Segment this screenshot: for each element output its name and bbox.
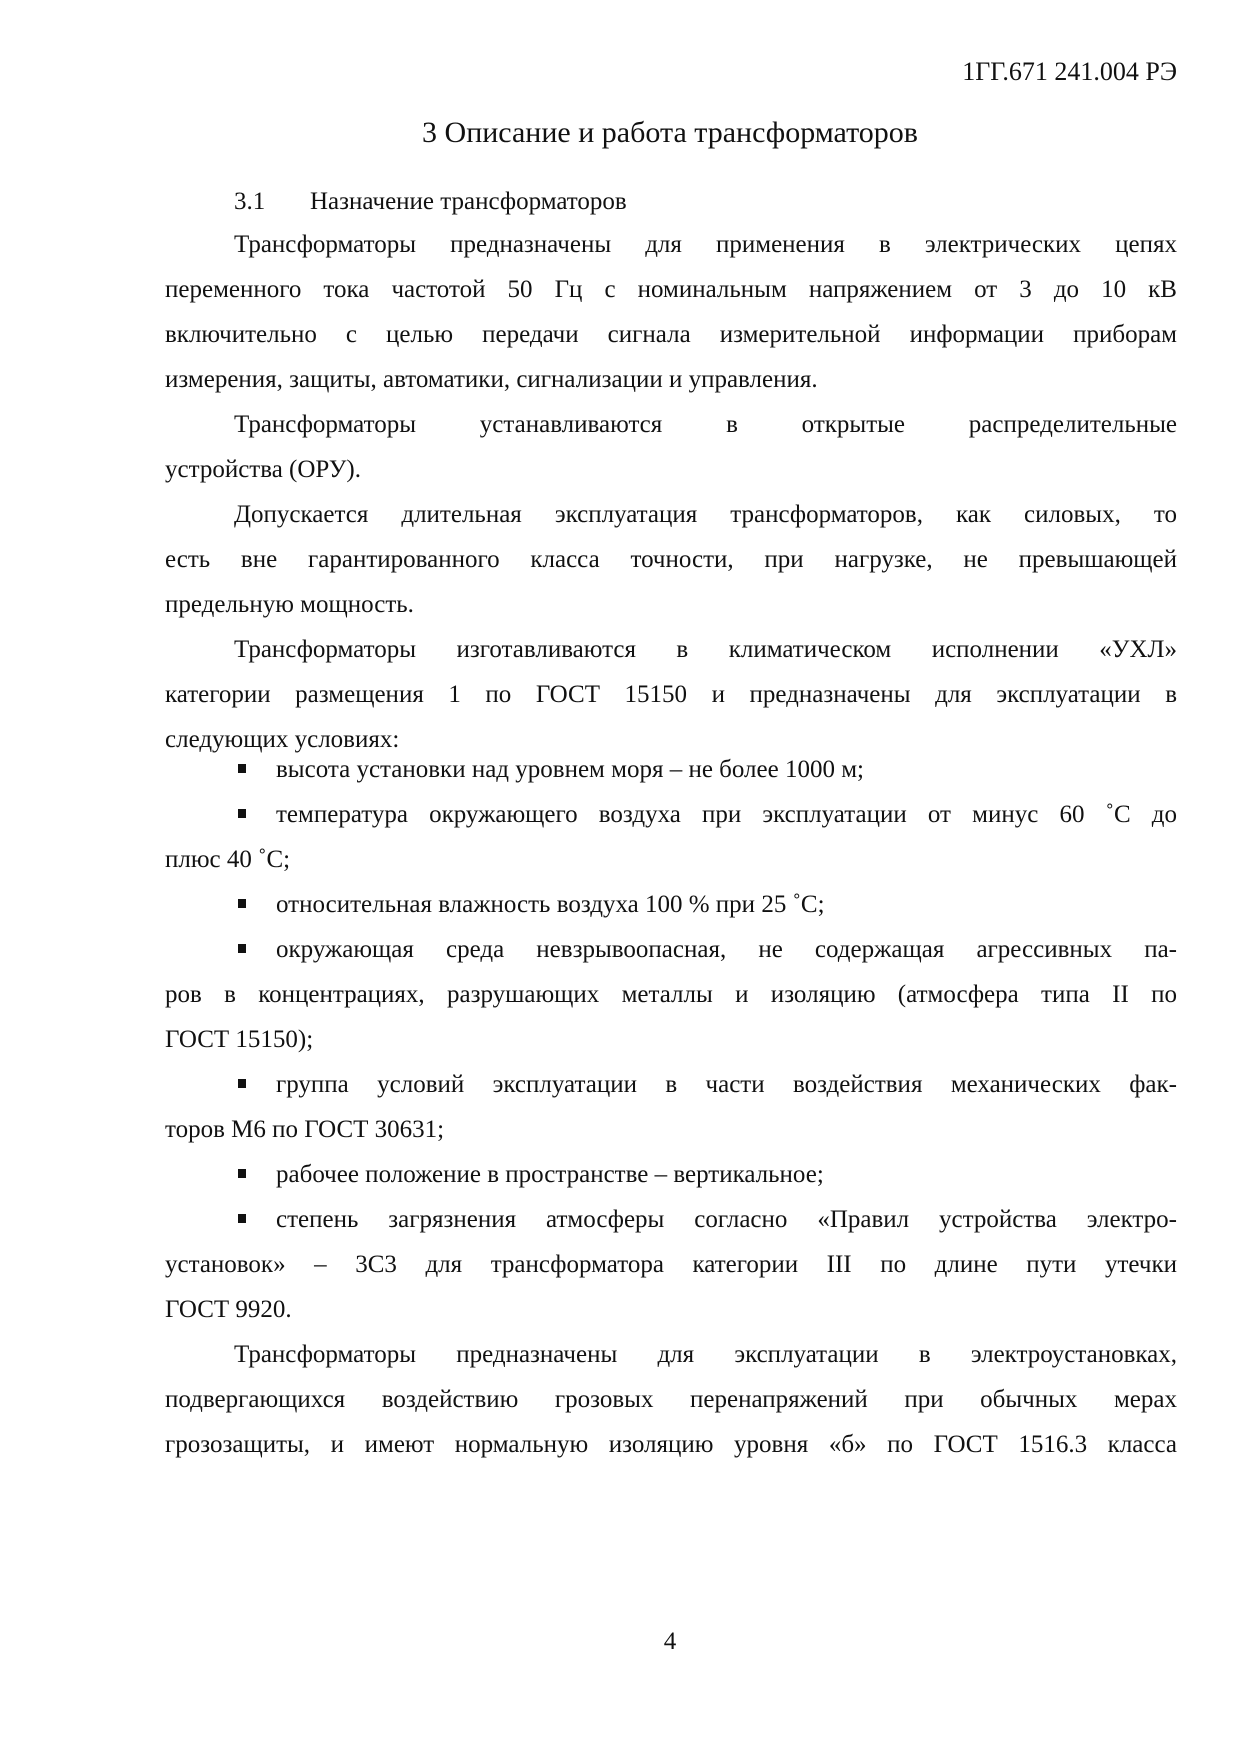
text-line: Трансформаторы предназначены для эксплуатации в электроустановках, bbox=[234, 1341, 1177, 1368]
bullet-icon bbox=[238, 809, 246, 818]
text-line: предельную мощность. bbox=[165, 591, 414, 618]
section-title: 3 Описание и работа трансформаторов bbox=[422, 116, 918, 149]
subsection-title: Назначение трансформаторов bbox=[310, 188, 627, 215]
text-line: ГОСТ 9920. bbox=[165, 1296, 292, 1323]
text-line: включительно с целью передачи сигнала измерительной информации приборам bbox=[165, 321, 1177, 348]
bullet-icon bbox=[238, 1214, 246, 1223]
list-item: группа условий эксплуатации в части воздействия механических фак- bbox=[276, 1071, 1177, 1098]
text-line: торов М6 по ГОСТ 30631; bbox=[165, 1116, 445, 1143]
list-item: относительная влажность воздуха 100 % при 25 ˚С; bbox=[276, 891, 825, 918]
text-line: Трансформаторы устанавливаются в открытые распределительные bbox=[234, 411, 1177, 438]
text-line: грозозащиты, и имеют нормальную изоляцию уровня «б» по ГОСТ 1516.3 класса bbox=[165, 1431, 1177, 1458]
subsection-heading bbox=[234, 188, 627, 216]
text-line: следующих условиях: bbox=[165, 726, 400, 753]
list-item: рабочее положение в пространстве – вертикальное; bbox=[276, 1161, 824, 1188]
list-item: высота установки над уровнем моря – не более 1000 м; bbox=[276, 756, 864, 783]
text-line: Трансформаторы изготавливаются в климатическом исполнении «УХЛ» bbox=[234, 636, 1177, 663]
list-item: температура окружающего воздуха при эксплуатации от минус 60 ˚С до bbox=[276, 801, 1177, 828]
text-line: устройства (ОРУ). bbox=[165, 456, 361, 483]
bullet-icon bbox=[238, 1079, 246, 1088]
text-line: есть вне гарантированного класса точности, при нагрузке, не превышающей bbox=[165, 546, 1177, 573]
text-line: ров в концентрациях, разрушающих металлы и изоляцию (атмосфера типа II по bbox=[165, 981, 1177, 1008]
text-line: подвергающихся воздействию грозовых перенапряжений при обычных мерах bbox=[165, 1386, 1177, 1413]
list-item: степень загрязнения атмосферы согласно «Правил устройства электро- bbox=[276, 1206, 1177, 1233]
bullet-icon bbox=[238, 764, 246, 773]
document-code: 1ГГ.671 241.004 РЭ bbox=[962, 57, 1177, 86]
bullet-icon bbox=[238, 944, 246, 953]
text-line: категории размещения 1 по ГОСТ 15150 и предназначены для эксплуатации в bbox=[165, 681, 1177, 708]
text-line: переменного тока частотой 50 Гц с номинальным напряжением от 3 до 10 кВ bbox=[165, 276, 1177, 303]
list-item: окружающая среда невзрывоопасная, не содержащая агрессивных па- bbox=[276, 936, 1177, 963]
text-line: плюс 40 ˚С; bbox=[165, 846, 291, 873]
text-line: Трансформаторы предназначены для применения в электрических цепях bbox=[234, 231, 1177, 258]
bullet-icon bbox=[238, 899, 246, 908]
page-number: 4 bbox=[663, 1628, 677, 1655]
text-line: Допускается длительная эксплуатация трансформаторов, как силовых, то bbox=[234, 501, 1177, 528]
bullet-icon bbox=[238, 1169, 246, 1178]
subsection-number: 3.1 bbox=[234, 188, 266, 215]
text-line: установок» – 3С3 для трансформатора категории III по длине пути утечки bbox=[165, 1251, 1177, 1278]
text-line: ГОСТ 15150); bbox=[165, 1026, 314, 1053]
text-line: измерения, защиты, автоматики, сигнализации и управления. bbox=[165, 366, 818, 393]
